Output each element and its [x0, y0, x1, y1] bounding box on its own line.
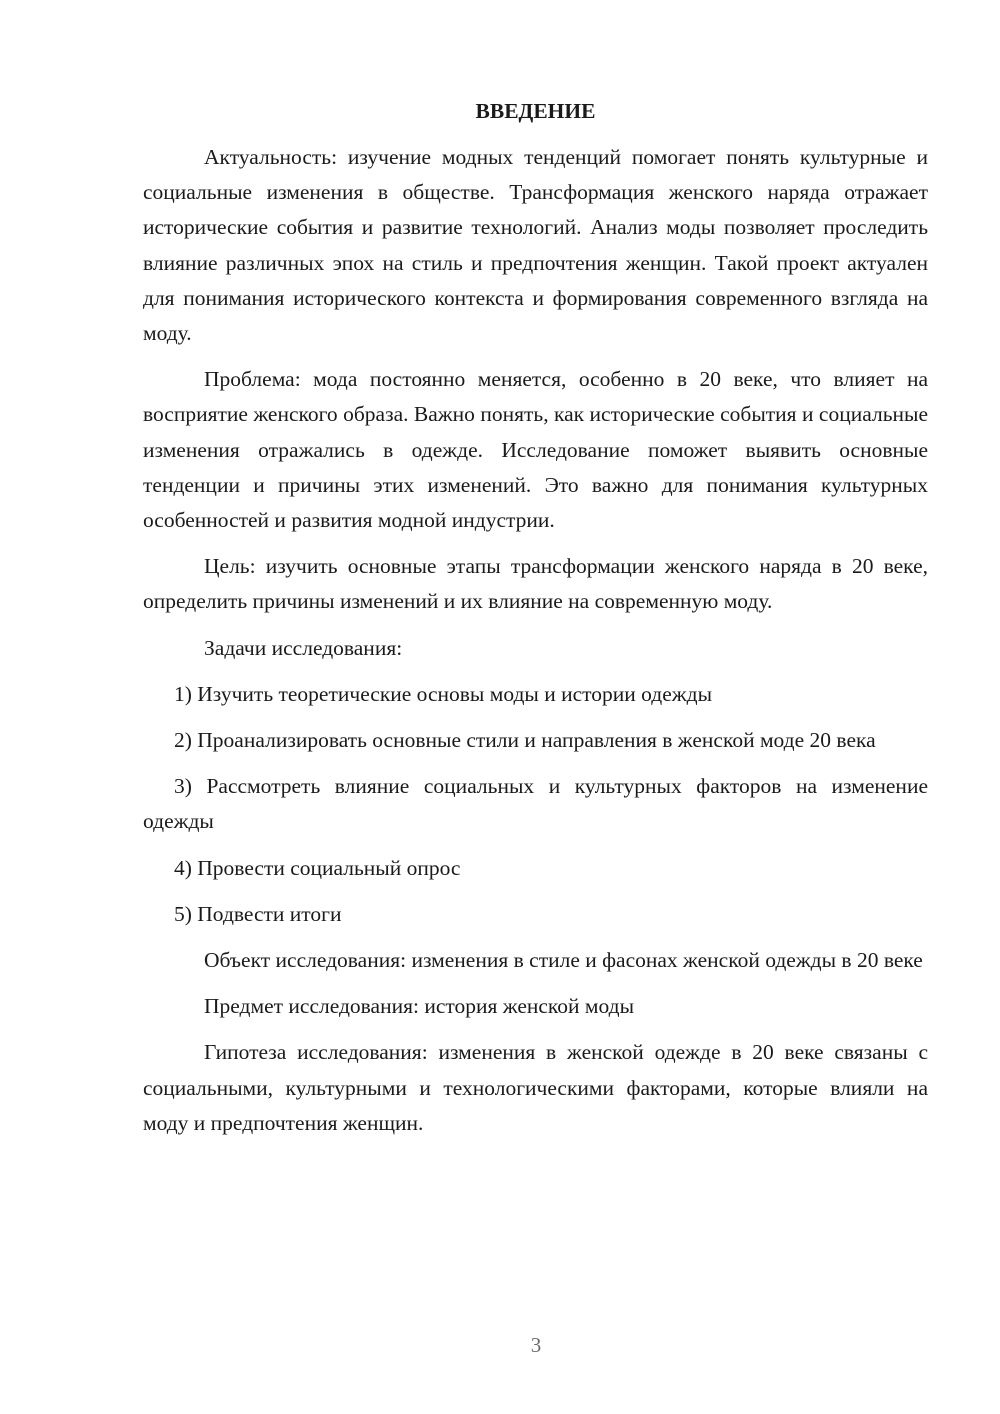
- section-heading: ВВЕДЕНИЕ: [475, 99, 596, 123]
- task-item-1: 1) Изучить теоретические основы моды и истории одежды: [174, 681, 713, 706]
- relevance-paragraph: Актуальность: изучение модных тенденций помогает понять культурные и социальные изменения в обществе. Трансформация женского наряда отражает исторические события и развитие технологий. Анализ моды позволяет проследить влияние различных эпох на стиль и предпочтения женщин. Такой проект актуален для понимания исторического контекста и формирования современного взгляда на моду.: [143, 145, 928, 346]
- page-number: 3: [530, 1333, 542, 1357]
- object-paragraph: Объект исследования: изменения в стиле и фасонах женской одежды в 20 веке: [204, 948, 923, 973]
- task-item-5: 5) Подвести итоги: [174, 901, 342, 926]
- problem-paragraph: Проблема: мода постоянно меняется, особенно в 20 веке, что влияет на восприятие женского образа. Важно понять, как исторические события и социальные изменения отражались в одежде. Исследование поможет выявить основные тенденции и причины этих изменений. Это важно для понимания культурных особенностей и развития модной индустрии.: [143, 367, 928, 533]
- task-item-2: 2) Проанализировать основные стили и направления в женской моде 20 века: [174, 728, 876, 753]
- task-item-4: 4) Провести социальный опрос: [174, 855, 461, 880]
- subject-paragraph: Предмет исследования: история женской моды: [204, 994, 635, 1019]
- tasks-intro: Задачи исследования:: [204, 635, 403, 660]
- hypothesis-paragraph: Гипотеза исследования: изменения в женской одежде в 20 веке связаны с социальными, культурными и технологическими факторами, которые влияли на моду и предпочтения женщин.: [143, 1040, 928, 1135]
- page-content: [143, 94, 928, 1152]
- task-item-3: 3) Рассмотреть влияние социальных и культурных факторов на изменение одежды: [143, 774, 928, 834]
- goal-paragraph: Цель: изучить основные этапы трансформации женского наряда в 20 веке, определить причины изменений и их влияние на современную моду.: [143, 554, 928, 614]
